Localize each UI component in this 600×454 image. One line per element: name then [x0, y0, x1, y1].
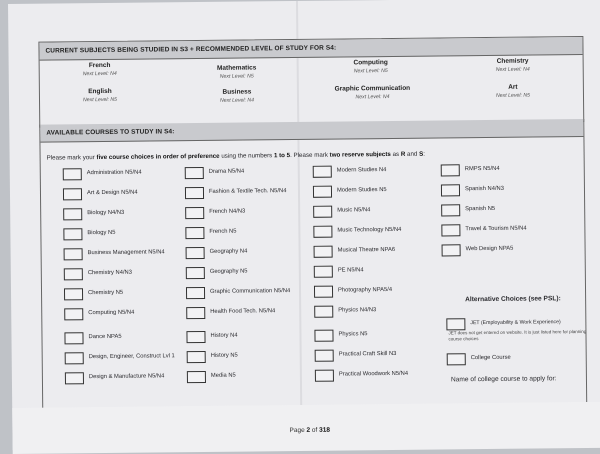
course-label: Biology N4/N3: [87, 210, 124, 216]
course-label: Practical Craft Skill N3: [339, 351, 397, 358]
course-label: Media N5: [211, 373, 236, 379]
course-label: French N4/N3: [209, 209, 245, 215]
choice-box[interactable]: [313, 186, 332, 198]
subject-computing: [316, 59, 426, 75]
choice-box[interactable]: [63, 208, 82, 220]
choice-box[interactable]: [185, 187, 204, 199]
choice-box[interactable]: [447, 353, 466, 365]
course-label: Practical Woodwork N5/N4: [339, 371, 408, 378]
choice-box[interactable]: [313, 206, 332, 218]
choice-box[interactable]: [315, 350, 334, 362]
course-label: Travel & Tourism N5/N4: [465, 226, 526, 233]
college-course-question: Name of college course to apply for:: [451, 375, 557, 383]
course-label: Spanish N5: [465, 206, 495, 212]
course-label: Geography N5: [210, 269, 248, 275]
subject-graphic-communication: [310, 85, 435, 101]
subject-business: [182, 88, 292, 104]
choice-box[interactable]: [64, 308, 83, 320]
course-label: Business Management N5/N4: [88, 249, 165, 256]
choice-box[interactable]: [187, 351, 206, 363]
subject-name: Mathematics: [182, 64, 292, 72]
course-label: French N5: [209, 229, 236, 235]
document-page: [8, 0, 600, 450]
course-label: Photography NPA5/4: [338, 287, 392, 294]
choice-box[interactable]: [63, 188, 82, 200]
choice-box[interactable]: [313, 166, 332, 178]
instructions: Please mark your five course choices in order of preference using the numbers 1 to 5. Please mark two reserve subjects as R and S:: [47, 151, 425, 162]
choice-box[interactable]: [442, 244, 461, 256]
course-label: Web Design NPA5: [466, 246, 514, 253]
subject-level: Next Level: N5: [316, 68, 426, 75]
jet-note: JET does not get entered on website. It is just listed here for planning course choices: [448, 329, 588, 342]
alternative-choices-title: Alternative Choices (see PSL):: [465, 295, 561, 303]
choice-box[interactable]: [315, 370, 334, 382]
course-label: PE N5/N4: [338, 267, 364, 273]
choice-box[interactable]: [186, 307, 205, 319]
subject-name: French: [45, 61, 155, 69]
course-label: JET (Employability & Work Experience): [470, 319, 560, 326]
choice-box[interactable]: [441, 224, 460, 236]
course-label: Music N5/N4: [337, 207, 370, 213]
subject-chemistry: [458, 57, 568, 73]
subject-french: [45, 61, 155, 77]
course-label: Design, Engineer, Construct Lvl 1: [89, 353, 175, 360]
subject-art: [458, 83, 568, 99]
course-label: History N5: [211, 353, 238, 359]
choice-box[interactable]: [314, 306, 333, 318]
choice-box[interactable]: [64, 268, 83, 280]
course-label: Health Food Tech. N5/N4: [210, 308, 275, 315]
current-subjects-header: CURRENT SUBJECTS BEING STUDIED IN S3 + RECOMMENDED LEVEL OF STUDY FOR S4:: [39, 37, 582, 61]
available-courses-section: [39, 119, 587, 414]
course-label: Computing N5/N4: [88, 310, 134, 316]
choice-box[interactable]: [446, 318, 465, 330]
course-label: Chemistry N5: [88, 290, 123, 296]
course-label: Drama N5/N4: [209, 169, 244, 175]
subject-name: Computing: [316, 59, 426, 67]
subject-name: Art: [458, 83, 568, 91]
choice-box[interactable]: [65, 372, 84, 384]
choice-box[interactable]: [314, 246, 333, 258]
choice-box[interactable]: [63, 168, 82, 180]
choice-box[interactable]: [314, 266, 333, 278]
subject-level: Next Level: N5: [182, 73, 292, 80]
available-courses-header: AVAILABLE COURSES TO STUDY IN S4:: [40, 119, 583, 143]
subject-level: Next Level: N5: [45, 96, 155, 103]
choice-box[interactable]: [63, 228, 82, 240]
course-label: Physics N5: [338, 331, 367, 337]
subject-level: Next Level: N4: [182, 97, 292, 104]
course-label: Geography N4: [210, 249, 248, 255]
course-label: Design & Manufacture N5/N4: [89, 373, 164, 380]
course-label: Biology N5: [87, 230, 115, 236]
choice-box[interactable]: [185, 207, 204, 219]
choice-box[interactable]: [441, 164, 460, 176]
choice-box[interactable]: [441, 184, 460, 196]
course-label: Physics N4/N3: [338, 307, 376, 313]
choice-box[interactable]: [187, 371, 206, 383]
choice-box[interactable]: [185, 167, 204, 179]
current-subjects-section: [38, 36, 584, 128]
course-label: Art & Design N5/N4: [87, 190, 138, 197]
choice-box[interactable]: [314, 330, 333, 342]
choice-box[interactable]: [186, 287, 205, 299]
course-label: Graphic Communication N5/N4: [210, 288, 290, 295]
course-label: Modern Studies N5: [337, 187, 387, 194]
course-label: Chemistry N4/N3: [88, 270, 132, 276]
choice-box[interactable]: [186, 331, 205, 343]
subject-english: [45, 87, 155, 103]
course-label: College Course: [471, 355, 511, 361]
course-label: RMPS N5/N4: [465, 166, 500, 172]
choice-box[interactable]: [186, 267, 205, 279]
subject-level: Next Level: N4: [458, 66, 568, 73]
choice-box[interactable]: [64, 332, 83, 344]
choice-box[interactable]: [65, 352, 84, 364]
course-label: Music Technology N5/N4: [337, 227, 401, 234]
choice-box[interactable]: [441, 204, 460, 216]
subject-name: Graphic Communication: [310, 85, 435, 93]
course-label: Musical Theatre NPA6: [338, 247, 396, 254]
subject-level: Next Level: N4: [310, 94, 435, 101]
course-label: History N4: [210, 333, 237, 339]
course-label: Fashion & Textile Tech. N5/N4: [209, 188, 287, 195]
choice-box[interactable]: [64, 288, 83, 300]
choice-box[interactable]: [314, 286, 333, 298]
choice-box[interactable]: [186, 247, 205, 259]
subject-name: English: [45, 87, 155, 95]
subject-level: Next Level: N5: [458, 92, 568, 99]
choice-box[interactable]: [313, 226, 332, 238]
course-label: Dance NPA5: [88, 334, 121, 340]
course-label: Spanish N4/N3: [465, 186, 504, 192]
subject-name: Chemistry: [458, 57, 568, 65]
subject-mathematics: [182, 64, 292, 80]
page-number: Page 2 of 318: [289, 427, 330, 434]
choice-box[interactable]: [64, 248, 83, 260]
course-label: Administration N5/N4: [87, 170, 142, 177]
subject-level: Next Level: N4: [45, 70, 155, 77]
course-label: Modern Studies N4: [337, 167, 387, 174]
choice-box[interactable]: [185, 227, 204, 239]
subject-name: Business: [182, 88, 292, 96]
